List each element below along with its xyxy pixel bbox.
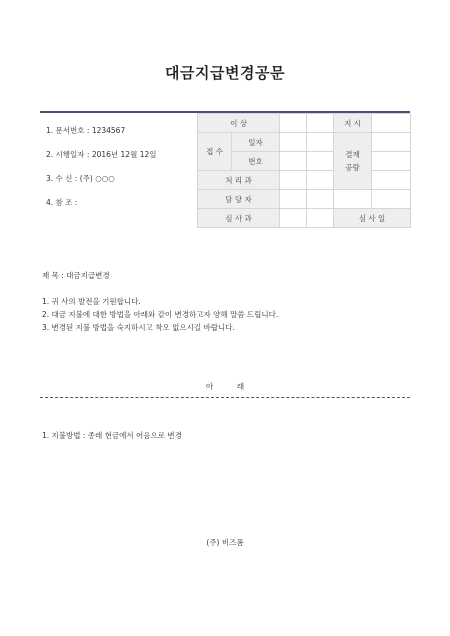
subject-line: 제 목 : 대금지급변경 <box>42 271 110 280</box>
payment-change-item: 1. 지불방법 : 종래 현금에서 어음으로 변경 <box>42 431 182 440</box>
approval-row1-label: 이 상 <box>198 114 280 133</box>
receipt-date-label: 일자 <box>232 133 280 152</box>
review-date-label: 심 사 일 <box>334 209 411 228</box>
recipient-field: 3. 수 신 : (주) ○○○ <box>46 174 115 183</box>
processing-dept-label: 처 리 과 <box>198 171 280 190</box>
review-dept-label: 심 사 과 <box>198 209 280 228</box>
doc-number-field: 1. 문서번호 : 1234567 <box>46 126 126 135</box>
body-line-1: 1. 귀 사의 발전을 기원합니다. <box>42 297 141 306</box>
dashed-divider <box>40 397 410 398</box>
approval-circulation-label: 결재 공람 <box>334 133 372 190</box>
body-line-3: 3. 변경된 지불 방법을 숙지하시고 착오 없으시길 바랍니다. <box>42 323 235 332</box>
company-signature: (주) 비즈폼 <box>206 538 244 547</box>
approval-instruction-label: 지 시 <box>334 114 372 133</box>
below-heading: 아 래 <box>205 382 245 391</box>
receipt-number-label: 번호 <box>232 152 280 171</box>
person-in-charge-label: 담 당 자 <box>198 190 280 209</box>
issue-date-field: 2. 시행일자 : 2016년 12월 12일 <box>46 150 157 159</box>
receipt-label: 접 수 <box>198 133 232 171</box>
body-line-2: 2. 대금 지불에 대한 방법을 아래와 같이 변경하고자 양해 말씀 드립니다. <box>42 310 279 319</box>
approval-table <box>197 113 411 228</box>
document-title: 대금지급변경공문 <box>165 64 285 82</box>
reference-field: 4. 참 조 : <box>46 198 78 207</box>
